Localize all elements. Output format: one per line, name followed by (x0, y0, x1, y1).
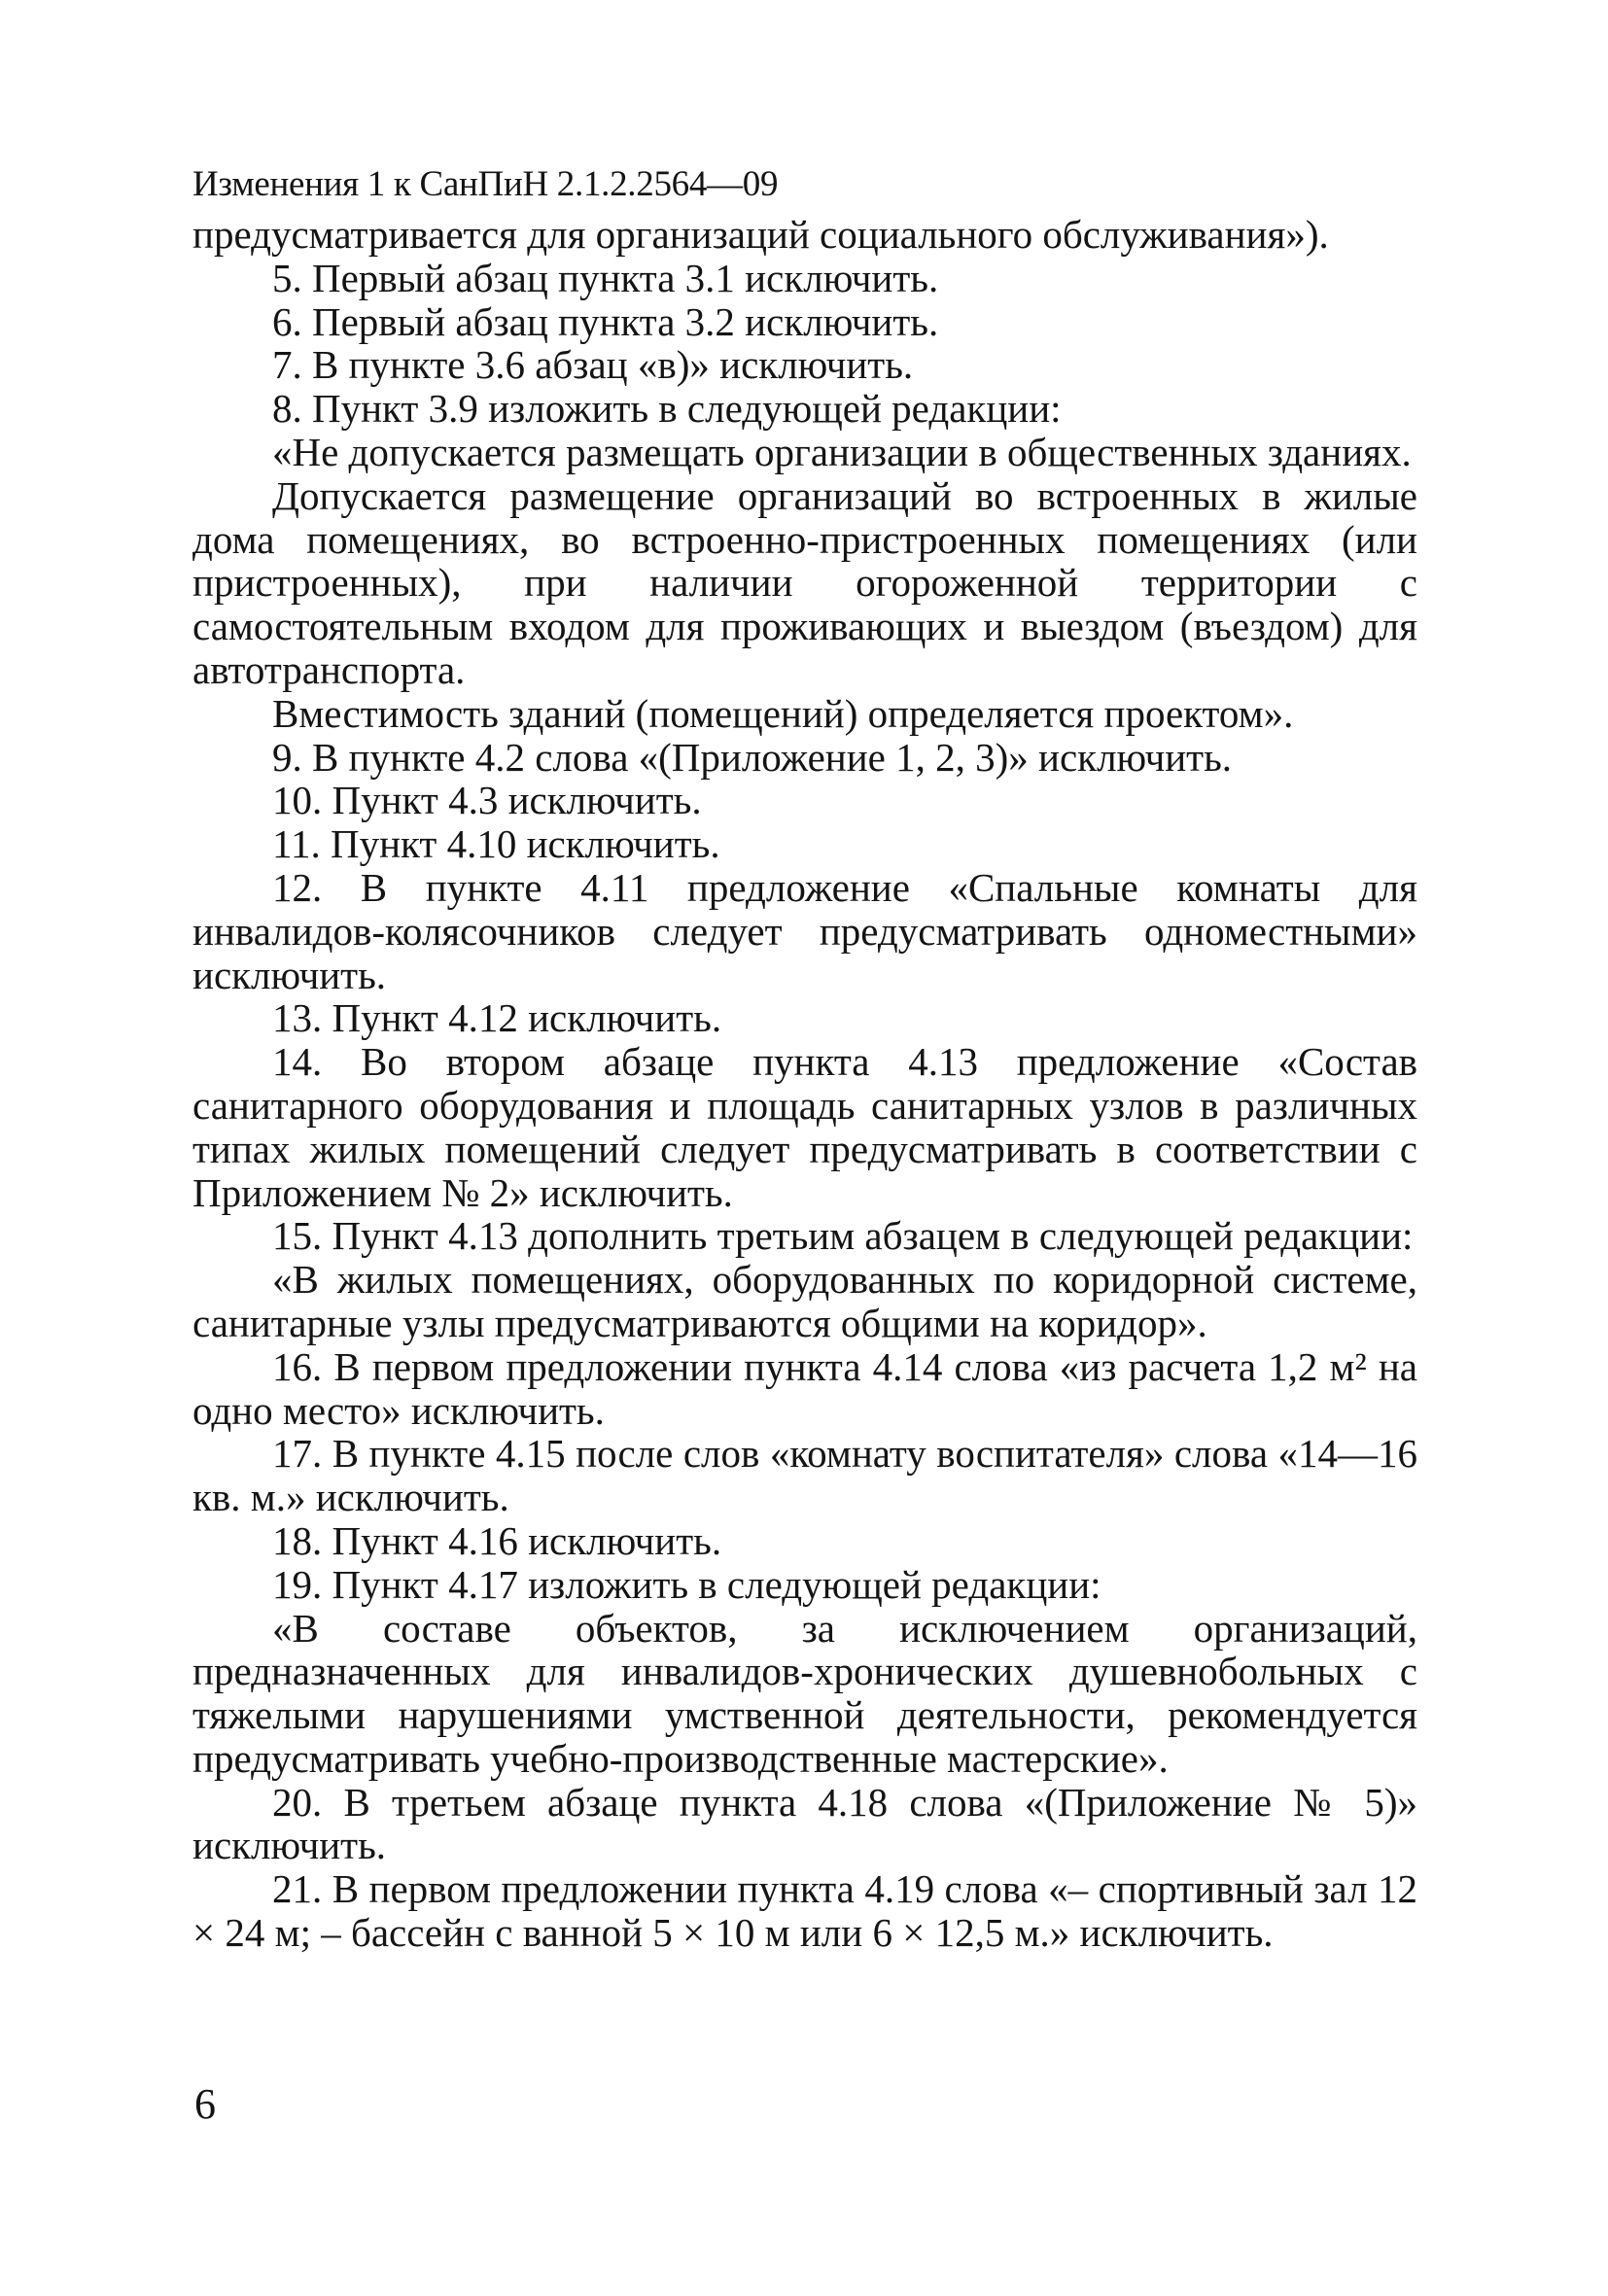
paragraph: 14. Во втором абзаце пункта 4.13 предложение «Состав санитарного оборудования и площадь санитарных узлов в различных типах жилых помещений следует предусматривать в соответствии с Приложением № 2» исключить. (192, 1039, 1417, 1215)
paragraph: предусматривается для организаций социального обслуживания»). (192, 212, 1329, 257)
paragraph: 8. Пункт 3.9 изложить в следующей редакции: (272, 386, 1062, 432)
paragraph: 13. Пункт 4.12 исключить. (272, 995, 722, 1041)
paragraph: Вместимость зданий (помещений) определяется проектом». (272, 690, 1294, 736)
paragraph: 9. В пункте 4.2 слова «(Приложение 1, 2, 3)» исключить. (272, 734, 1233, 780)
paragraph: «Не допускается размещать организации в общественных зданиях. (272, 429, 1412, 474)
paragraph: 7. В пункте 3.6 абзац «в)» исключить. (272, 342, 914, 388)
paragraph: 11. Пункт 4.10 исключить. (272, 821, 720, 867)
paragraph: 19. Пункт 4.17 изложить в следующей редакции: (272, 1561, 1101, 1607)
paragraph: 6. Первый абзац пункта 3.2 исключить. (272, 298, 939, 344)
paragraph: «В составе объектов, за исключением организаций, предназначенных для инвалидов-хронических душевнобольных с тяжелыми нарушениями умственной деятельности, рекомендуется предусматривать учебно-производственные мастерские». (192, 1605, 1417, 1781)
paragraph: 5. Первый абзац пункта 3.1 исключить. (272, 255, 939, 300)
paragraph: 18. Пункт 4.16 исключить. (272, 1517, 722, 1563)
paragraph: 12. В пункте 4.11 предложение «Спальные комнаты для инвалидов-колясочников следует предусматривать одноместными» исключить. (192, 864, 1417, 997)
paragraph: 21. В первом предложении пункта 4.19 слова «– спортивный зал 12 × 24 м; – бассейн с ванной 5 × 10 м или 6 × 12,5 м.» исключить. (192, 1866, 1417, 1956)
page-number: 6 (194, 2080, 216, 2128)
paragraph: «В жилых помещениях, оборудованных по коридорной системе, санитарные узлы предусматриваются общими на коридор». (192, 1257, 1417, 1345)
paragraph: 20. В третьем абзаце пункта 4.18 слова «(Приложение № 5)» исключить. (192, 1779, 1417, 1868)
document-body (192, 213, 1417, 1955)
running-header: Изменения 1 к СанПиН 2.1.2.2564—09 (192, 164, 779, 204)
paragraph: 17. В пункте 4.15 после слов «комнату воспитателя» слова «14—16 кв. м.» исключить. (192, 1431, 1417, 1520)
paragraph: 10. Пункт 4.3 исключить. (272, 778, 702, 823)
paragraph: Допускается размещение организаций во встроенных в жилые дома помещениях, во встроенно-пристроенных помещениях (или пристроенных), при наличии огороженной территории с самостоятельным входом для проживающих и выездом (въездом) для автотранспорта. (192, 472, 1417, 692)
paragraph: 15. Пункт 4.13 дополнить третьим абзацем в следующей редакции: (272, 1213, 1414, 1259)
paragraph: 16. В первом предложении пункта 4.14 слова «из расчета 1,2 м² на одно место» исключить. (192, 1343, 1417, 1433)
